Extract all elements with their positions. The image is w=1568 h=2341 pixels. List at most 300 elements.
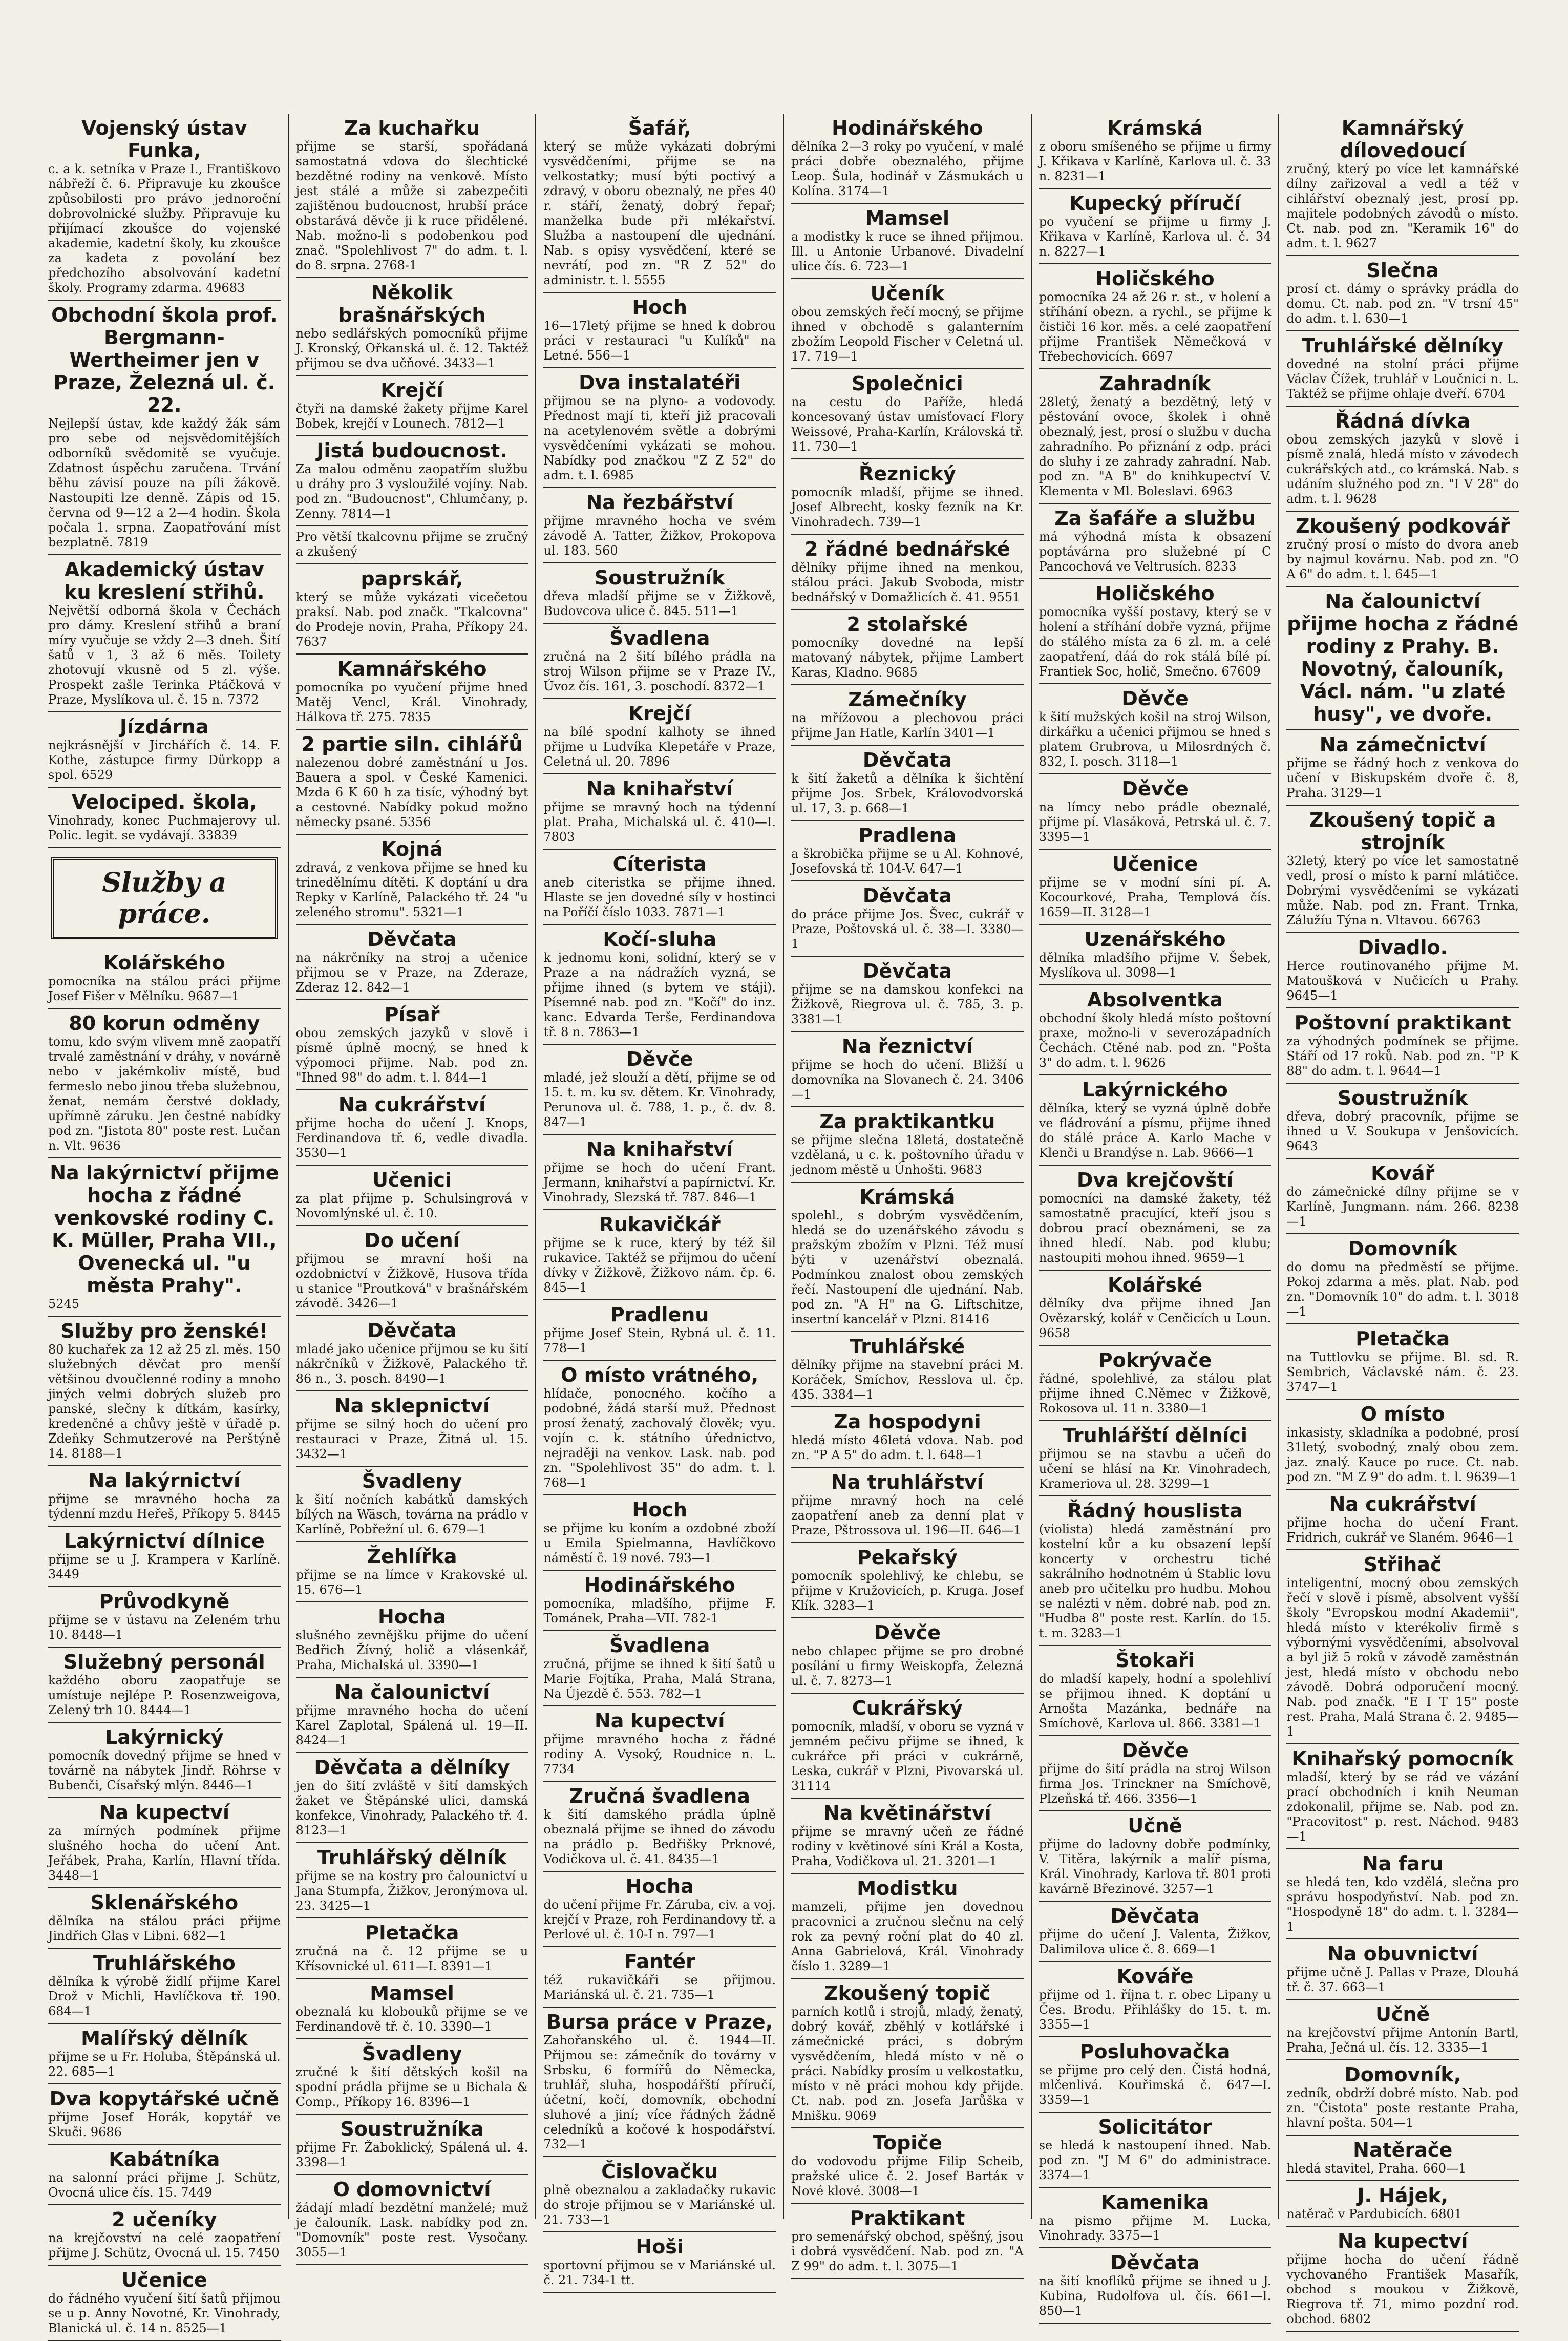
ad — [48, 1527, 281, 1587]
ad-body: nebo sedlářských pomocníků přijme J. Kronský, Ořkanská ul. č. 12. Taktéž přijmou se dva učňové. 3433—1 — [295, 326, 528, 370]
ad — [1286, 1159, 1519, 1234]
ad-body: zručná na 2 šití bílého prádla na stroj Wilson přijme se v Praze IV., Úvoz čís. 161, 3. poschodí. 8372—1 — [543, 649, 776, 693]
ad — [543, 1872, 776, 1947]
ad-title: Učenice — [1112, 853, 1198, 875]
ad-body: přijme se na damskou konfekci na Žižkově, Riegrova ul. č. 785, 3. p. 3381—1 — [791, 982, 1024, 1026]
ad — [1039, 369, 1272, 504]
ad-body: přijme se v ústavu na Zeleném trhu 10. 8448—1 — [48, 1613, 281, 1642]
ad-title: Lakýrnického — [1082, 1079, 1228, 1101]
ad-title: Zkoušený podkovář — [1295, 515, 1510, 537]
ad-title: Na čalounictví přijme hocha z řádné rodiny z Prahy. B. Novotný, čalouník, Václ. nám. "u zlaté husy", ve dvoře. — [1287, 590, 1519, 725]
ad — [48, 1949, 281, 2024]
ad — [48, 2145, 281, 2205]
ad-title: Na řeznictví — [841, 1035, 973, 1058]
ad-title: Domovník — [1348, 1237, 1457, 1260]
ad-body: dělníka k výrobě židlí přijme Karel Drož v Michli, Havlíčkova tř. 190. 684—1 — [48, 1974, 281, 2018]
ad-title: Dva instalatéři — [579, 371, 741, 394]
ad — [48, 1798, 281, 1888]
ad-title: Slečna — [1366, 259, 1439, 282]
ad — [296, 376, 528, 436]
ad-body: přijmou se na plyno- a vodovody. Přednost mají ti, kteří již pracovali na acetylenovém světle a dobrými vysvědčeními vykázati se mohou. Nabídky pod značkou "Z Z 52" do adm. t. l. 6985 — [543, 394, 776, 482]
ad-title: Děvčata — [862, 960, 952, 982]
ad — [296, 2039, 528, 2115]
column-2 — [289, 114, 537, 2260]
ad — [791, 535, 1024, 610]
ad — [296, 1391, 528, 1467]
ad-title: 2 učeníky — [112, 2208, 217, 2231]
column-5 — [1032, 114, 1280, 2318]
ad — [1286, 1324, 1519, 1400]
ad-body: parních kotlů i strojů, mladý, ženatý, dobrý kovář, zběhlý v kotlářské i zámečnické práci, s dobrým vysvědčením, hledá místo v ně o práci. Nabídky prosím u velkostatku, místo v ně práci mohou kdy přijde. Ct. nab. pod zn. Josefa Jarůška v Mnišku. 9069 — [791, 2005, 1024, 2123]
ad — [543, 624, 776, 699]
ad-title: Na kupectví — [99, 1801, 230, 1824]
ad-title: Uzenářského — [1084, 928, 1226, 951]
ad — [791, 204, 1024, 279]
ad — [543, 1631, 776, 1706]
ad — [543, 774, 776, 850]
ad-body: každého oboru zaopatřuje se umístuje nejlépe P. Rosenzweigova, Zelený trh 10. 8444—1 — [48, 1673, 281, 1717]
ad — [791, 685, 1024, 746]
ad-body: přijme do ladovny dobře podmínky, V. Titěra, lakýrník a malíř písma, Král. Vinohrady, Karlova tř. 801 proti kavárně Březinové. 3257—1 — [1039, 1837, 1272, 1896]
ad-title: Děvčata a dělníky — [314, 1756, 510, 1779]
ad-body: přijme se u Fr. Holuba, Štěpánská ul. 22. 685—1 — [48, 2050, 281, 2079]
ad — [791, 881, 1024, 957]
ad — [1286, 2227, 1519, 2332]
ad-body: přijme do šití prádla na stroj Wilson firma Jos. Trinckner na Smíchově, Plzeňská tř. 466. 3356—1 — [1039, 1762, 1272, 1806]
ad — [48, 1723, 281, 1798]
ad — [1286, 1008, 1519, 1084]
ad-body: dovedné na stolní práci přijme Václav Čížek, truhlář v Loučnici n. L. Taktéž se přijme ohlaje dveří. 6704 — [1286, 357, 1519, 401]
ad — [1039, 1736, 1272, 1811]
ad — [1039, 1962, 1272, 2037]
ad — [543, 114, 776, 293]
ad-body: aneb citeristka se přijme ihned. Hlaste se jen dovedné síly v hostinci na Poříčí číslo 1033. 7871—1 — [543, 875, 776, 919]
ad-title: Kamnářského — [337, 658, 487, 680]
ad-title: Za praktikantku — [819, 1110, 995, 1133]
ad-body: přijme Josef Stein, Rybná ul. č. 11. 778—1 — [543, 1326, 776, 1355]
ad-body: obeznalá ku klobouků přijme se ve Ferdinandově tř. č. 10. 3390—1 — [295, 2005, 528, 2034]
ad — [296, 1090, 528, 1166]
ad-title: Kolářského — [103, 952, 225, 974]
ad-title: Vojenský ústav Funka, — [81, 117, 247, 162]
ad — [1039, 189, 1272, 264]
ad-body: nalezenou dobré zaměstnání u Jos. Bauera a spol. v České Kamenici. Mzda 6 K 60 h za tisíc, výhodný byt a cestovné. Nabídky pokud možno německy psané. 5356 — [295, 755, 528, 829]
ad — [48, 2205, 281, 2266]
ad-title: Krejčí — [380, 379, 443, 402]
ad-title: 2 partie siln. cihlářů — [301, 733, 523, 755]
ad — [791, 1618, 1024, 1694]
ad-body: přijme Fr. Žaboklický, Spálená ul. 4. 3398—1 — [295, 2140, 528, 2169]
ad — [48, 2084, 281, 2145]
ad — [791, 1694, 1024, 1799]
ad-body: zručná na č. 12 přijme se u Křísovnické ul. 611—I. 8391—1 — [295, 1944, 528, 1973]
ad — [1039, 264, 1272, 369]
ad-body: na pismo přijme M. Lucka, Vinohrady. 3375—1 — [1039, 2213, 1272, 2243]
ad-body: přijme se mravný učeň ze řádné rodiny v květinové síni Král a Kosta, Praha, Vodičkova ul. 21. 3201—1 — [791, 1824, 1024, 1868]
ad-title: Domovník, — [1344, 2063, 1461, 2086]
ad-body: za mírných podmínek přijme slušného hocha do učení Ant. Jeřábek, Praha, Karlín, Hlavní třída. 3448—1 — [48, 1824, 281, 1883]
ad — [1039, 2037, 1272, 2113]
ad-body: pomocník mladší, přijme se ihned. Josef Albrecht, kosky fezník na Kr. Vinohradech. 739—1 — [791, 485, 1024, 529]
ad-body: přijme se hoch do učení Frant. Jermann, knihařství a papírnictví. Kr. Vinohrady, Slezská tř. 787. 846—1 — [543, 1161, 776, 1205]
column-3 — [536, 114, 784, 2287]
ad — [1286, 256, 1519, 331]
ad-body: inkasisty, skladníka a podobné, prosí 31letý, svobodný, znalý obou zem. jaz. znalý. Kauce po ruce. Ct. nab. pod zn. "M Z 9" do adm. t. l. 9639—1 — [1286, 1425, 1519, 1484]
ad — [543, 1571, 776, 1631]
ad — [791, 2128, 1024, 2204]
ad-title: Na obuvnictví — [1327, 1943, 1478, 1965]
ad-title: Holičského — [1095, 582, 1215, 605]
ad — [48, 1587, 281, 1648]
ad-title: Písař — [384, 1003, 440, 1026]
ad-title: Švadlena — [609, 1634, 710, 1657]
ad-title: Kabátníka — [109, 2148, 220, 2170]
ad — [48, 788, 281, 848]
ad — [296, 114, 528, 278]
ad-body: na krejčovství na celé zaopatření přijme J. Schütz, Ovocná ul. 15. 7450 — [48, 2231, 281, 2260]
ad-title: Na faru — [1362, 1852, 1444, 1875]
ad-title: Krámská — [1107, 117, 1203, 139]
ad-body: jen do šití zvláště v šití damských žaket ve Štěpánské ulici, damská konfekce, Vinohrady, Palackého tř. 4. 8123—1 — [295, 1779, 528, 1838]
ad-title: Dva kopytářské učně — [49, 2087, 279, 2110]
newspaper-page — [41, 114, 1526, 2335]
ad-body: na límcy nebo prádle obeznalé, přijme pí. Vlasáková, Petrská ul. č. 7. 3395—1 — [1039, 800, 1272, 844]
ad-title: Velociped. škola, — [71, 791, 257, 813]
ad — [791, 369, 1024, 459]
ad-title: Natěrače — [1353, 2139, 1453, 2161]
ad-title: Švadleny — [362, 1470, 462, 1492]
ad-body: se hledá ten, kdo vzdělá, slečna pro správu hospodyňství. Nab. pod zn. "Hospodyně 18" do adm. t. l. 3284—1 — [1286, 1875, 1519, 1934]
ad-title: Řádná dívka — [1335, 410, 1471, 432]
ad-body: inteligentní, mocný obou zemských řečí v slově i písmě, absolvent vyšší školy "Evropskou modní Akademii", hledá místo v kterékoliv firmě s výbornými vysvědčeními, absolvoval a byl již 5 roků v závodě zaměstnán jest, hledá místo v obchodu nebo závodě. Dobrá odporučení mocný. Nab. pod značk. "E I T 15" poste rest. Praha, Malá Strana č. 2. 9485—1 — [1286, 1576, 1519, 1739]
ad-body: Vinohrady, konec Puchmajerovy ul. Polic. legit. se vydávají. 33839 — [48, 813, 281, 842]
ad-title: Kupecký příručí — [1069, 192, 1241, 215]
ad-body: slušného zevnějšku přijme do učení Bedřich Žívný, holič a vlásenkář, Praha, Michalská ul. 3390—1 — [295, 1628, 528, 1672]
ad-body: z oboru smíšeného se přijme u firmy J. Křikava v Karlíně, Karlova ul. č. 33 n. 8231—1 — [1039, 139, 1272, 183]
ad-body: do vodovodu přijme Filip Scheib, pražské ulice č. 2. Josef Bartáк v Nové klové. 3008—1 — [791, 2154, 1024, 2198]
ad-body: též rukavičkáři se přijmou. Mariánská ul. č. 21. 735—1 — [543, 1973, 776, 2002]
ad-body: na krejčovství přijme Antonín Bartl, Praha, Ječná ul. čís. 12. 3335—1 — [1286, 2026, 1519, 2055]
ad-title: J. Hájek, — [1357, 2184, 1449, 2207]
ad-title: Posluhovačka — [1079, 2040, 1231, 2063]
ad-title: Za šafáře a službu — [1054, 507, 1256, 530]
ad-body: přijmou se na stavbu a učeň do učení se hlásí na Kr. Vinohradech, Krameriova ul. 28. 3299—1 — [1039, 1447, 1272, 1491]
ad-title: Služebný personál — [63, 1651, 265, 1673]
ad-title: Na lakýrnictví — [88, 1469, 241, 1492]
ad — [1039, 774, 1272, 850]
ad-body: Pro větší tkalcovnu přijme se zručný a zkušený — [295, 530, 528, 559]
ad-body: natěrač v Pardubicích. 6801 — [1286, 2207, 1463, 2221]
ad-title: Truhlářské — [850, 1335, 965, 1358]
ad — [543, 1135, 776, 1210]
ad — [1039, 2188, 1272, 2248]
ad-title: Pradlenu — [610, 1303, 709, 1326]
ad-body: mladší, který by se rád ve vázání prací obchodních i knih Neuman zdokonalil, přijme se. Nab. pod zn. "Pracovitost" p. rest. Náchod. 9483—1 — [1286, 1770, 1519, 1844]
ad-body: 80 kuchařek za 12 až 25 zl. měs. 150 služebných děvčat pro menší většinou dvoučlenné rodiny a mnoho jiných velmi dobrých služeb pro panské, slečny k dítkám, kasírky, kredenčné a chůvy ještě v úřadě p. Zdeňky Schmutzerové na Perštýně 14. 8188—1 — [48, 1342, 281, 1461]
ad-body: za plat přijme p. Schulsingrová v Novomlýnské ul. č. 10. — [295, 1191, 528, 1220]
ad — [296, 1678, 528, 1753]
ad-title: Soustružníka — [340, 2118, 484, 2140]
ad-body: zručný prosí o místo do dvora aneb by najmul kovárnu. Nab. pod zn. "O A 6" do adm. t. l. 645—1 — [1286, 537, 1519, 581]
ad-title: Absolventka — [1087, 988, 1223, 1011]
ad-body: zedník, obdrží dobré místo. Nab. pod zn. "Čistota" poste restante Praha, hlavní pošta. 504—1 — [1286, 2086, 1519, 2130]
ad-title: Střihač — [1363, 1553, 1442, 1576]
ad — [543, 1495, 776, 1571]
ad-body: na cestu do Paříže, hledá koncesovaný ústav umísťovací Flory Weissové, Praha-Karlín, Královská tř. 11. 730—1 — [791, 395, 1024, 454]
ad — [296, 730, 528, 835]
ad-body: přijme se v modní síni pí. A. Kocourkové, Praha, Templová čís. 1659—II. 3128—1 — [1039, 875, 1272, 919]
ad-title: Kováře — [1116, 1965, 1194, 1988]
ad — [296, 1316, 528, 1391]
ad-body: přijme se silný hoch do učení pro restauraci v Praze, Žitná ul. 15. 3432—1 — [295, 1417, 528, 1461]
ad — [543, 1300, 776, 1361]
ad — [1039, 850, 1272, 925]
ad — [296, 526, 528, 564]
ad-body: Zahořanského ul. č. 1944—II. Přijmou se: zámečník do továrny v Srbsku, 6 formířů do Německa, truhlář, sluha, hospodářští příručí, účetní, kočí, domovník, obchodní sluhové a jiní; více řádných žádně celedníků a kočové k hospodářství. 732—1 — [543, 2033, 776, 2152]
ad-title: Služby pro ženské! — [60, 1320, 268, 1342]
ad-title: Dva krejčovští — [1076, 1169, 1234, 1191]
ad-title: Pekařský — [857, 1546, 958, 1569]
ad-body: 32letý, který po více let samostatně vedl, prosí o místo k parní mlátičce. Dobrými vysvědčeními se vykázati může. Nab. pod zn. Frant. Trnka, Zálužíu Týna n. Vltavou. 66763 — [1286, 854, 1519, 927]
ad-body: přijme mravného hocha do učení Karel Zaplotal, Spálená ul. 19—II. 8424—1 — [295, 1703, 528, 1747]
ad — [296, 2175, 528, 2265]
ad-body: na Tuttlovku se přijme. Bl. sd. R. Sembrich, Václavské nám. č. 23. 3747—1 — [1286, 1350, 1519, 1394]
ad — [296, 655, 528, 730]
ad — [48, 1466, 281, 1527]
ad-title: Pokrývače — [1098, 1349, 1212, 1372]
ad-body: k šití žaketů a dělníka k šichtění přijme Jos. Srbek, Královodvorská ul. 17, 3. p. 668—1 — [791, 771, 1024, 815]
ad — [1039, 504, 1272, 579]
ad-body: hledá stavitel, Praha. 660—1 — [1286, 2161, 1467, 2176]
ad — [296, 835, 528, 925]
ad-title: Truhlářské dělníky — [1302, 334, 1504, 357]
ad-title: Pradlena — [858, 824, 957, 847]
ad-title: Několik brašnářských — [338, 281, 486, 326]
ad — [296, 1843, 528, 1918]
ad-body: žádají mladí bezdětní manželé; muž je čalouník. Lask. nabídky pod zn. "Domovník" poste rest. Vysočany. 3055—1 — [295, 2201, 528, 2260]
ad-title: Kolářské — [1108, 1274, 1202, 1296]
ad-body: po vyučení se přijme u firmy J. Křikava v Karlíně, Karlova ul. č. 34 n. 8227—1 — [1039, 215, 1272, 259]
ad — [48, 712, 281, 788]
ad-title: Děvče — [1121, 1739, 1189, 1762]
ad — [791, 114, 1024, 204]
ad — [543, 1782, 776, 1872]
ad — [791, 1799, 1024, 1874]
ad-title: Hoši — [635, 2235, 684, 2258]
ad-title: Učně — [1128, 1815, 1182, 1837]
ad — [543, 925, 776, 1045]
ad — [296, 1166, 528, 1226]
ad-body: sportovní přijmou se v Mariánské ul. č. 21. 734-1 tt. — [543, 2258, 776, 2287]
ad-title: Řeznický — [858, 462, 956, 485]
ad-body: k jednomu koni, solidní, který se v Praze a na nádražích vyzná, se přijme ihned (s bytem ve stáji). Písemné nab. pod zn. "Kočí" do inz. kanc. Edvarda Terše, Ferdinandova tř. 8 n. 7863—1 — [543, 951, 776, 1039]
ad — [791, 1407, 1024, 1468]
ad-title: Zahradník — [1099, 372, 1211, 395]
ad — [296, 1226, 528, 1316]
ad-title: Kamnářský dílovedoucí — [1340, 117, 1466, 162]
ad-title: Děvčata — [1110, 2251, 1200, 2274]
ad-title: Na truhlářství — [831, 1471, 984, 1493]
ad — [48, 2266, 281, 2341]
ad-title: Pletačka — [1355, 1327, 1450, 1350]
ad-title: Šafář, — [628, 117, 691, 139]
ad-body: se přijme ku koním a ozdobné zboží u Emila Spielmanna, Havlíčkovo náměstí č. 19 nové. 793—1 — [543, 1521, 776, 1565]
ad-title: O místo — [1360, 1403, 1445, 1425]
ad-body: pomocníka 24 až 26 r. st., v holení a stříhání obezn. a rychl., se přijme k čističi 16 kor. měs. a celé zaopatření přijme František Němečková v Třebechovicích. 6697 — [1039, 290, 1272, 364]
ad — [543, 1045, 776, 1135]
ad — [1286, 1400, 1519, 1490]
ad-body: přijme se na kostry pro čalounictví u Jana Stumpfa, Žižkov, Jeronýmova ul. 23. 3425—1 — [295, 1869, 528, 1913]
ad-title: Švadlena — [609, 627, 710, 649]
ad — [791, 821, 1024, 881]
ad-body: pro semenářský obchod, spěšný, jsou i dobrá vysvědčení. Nab. pod zn. "A Z 99" do adm. t. l. 3075—1 — [791, 2229, 1024, 2273]
ad — [296, 436, 528, 526]
ad-title: Štokaři — [1115, 1649, 1195, 1672]
ad-body: (violista) hledá zaměstnání pro kostelní kůr a ku obsazení lepší koncerty v orchestru tiché sakrálního hodnotném ú Stablic lovu aneb pro učitelku pro hudbu. Mohou se nalézti v něm. dobré nab. pod zn. "Hudba 8" poste rest. Karlín. do 15. t. m. 3283—1 — [1039, 1522, 1272, 1640]
ad-title: Učeník — [870, 282, 945, 305]
ad — [1039, 1271, 1272, 1346]
ad-title: Děvče — [874, 1621, 941, 1644]
ad-body: za výhodných podmínek se přijme. Stáří od 17 roků. Nab. pod zn. "P K 88" do adm. t. l. 9644—1 — [1286, 1034, 1519, 1078]
ad-body: přijme se mravného hocha za týdenní mzdu Heřeš, Příkopy 5. 8445 — [48, 1492, 281, 1521]
ad — [791, 1332, 1024, 1407]
ad — [1039, 114, 1272, 189]
ad-body: mamzeli, přijme jen dovednou pracovnici a zručnou slečnu na celý rok za pevný roční plat do 40 zl. Anna Gabrielová, Král. Vinohrady číslo 1. 3289—1 — [791, 1900, 1024, 1973]
ad — [48, 948, 281, 1009]
ad — [48, 1158, 281, 1317]
ad-title: Za hospodyni — [834, 1410, 981, 1433]
ad-body: do učení přijme Fr. Záruba, civ. a voj. krejčí v Praze, roh Ferdinandovy tř. a Perlové ul. č. 10-I n. 797—1 — [543, 1897, 776, 1942]
ad — [1039, 985, 1272, 1075]
ad — [1039, 1646, 1272, 1736]
ad-title: Rukavičkář — [599, 1213, 721, 1236]
ad-title: Kojná — [381, 838, 443, 860]
ad-body: mladé, jež slouží a dětí, přijme se od 15. t. m. ku sv. dětem. Kr. Vinohrady, Perunova ul. č. 788, 1. p., č. dv. 8. 847—1 — [543, 1070, 776, 1129]
ad-body: který se může vykázati vicečetou praksí. Nab. pod značk. "Tkalcovna" do Prodeje novin, Praha, Příkopy 24. 7637 — [295, 590, 528, 649]
ad — [1286, 1084, 1519, 1159]
ad — [791, 1032, 1024, 1107]
ad-body: přijme se u J. Krampera v Karlíně. 3449 — [48, 1552, 281, 1581]
ad — [543, 563, 776, 624]
ad-body: má výhodná místa k obsazení poptávárna pro služebné pí C Pancochová ve Veltrusích. 8233 — [1039, 530, 1272, 574]
ad-body: dřeva mladší přijme se v Žižkově, Budovcova ulice č. 845. 511—1 — [543, 589, 776, 618]
ad-body: se hledá k nastoupení ihned. Nab. pod zn. "J M 6" do administrace. 3374—1 — [1039, 2138, 1272, 2182]
ad-body: obou zemských jazyků v slově i písmě úplně mocný, se hned k výpomoci přijme. Nab. pod zn. "Ihned 98" do adm. t. l. 844—1 — [295, 1026, 528, 1085]
ad — [1286, 806, 1519, 933]
ad — [48, 2024, 281, 2084]
ad-body: Největší odborná škola v Čechách pro dámy. Kreslení střihů a braní míry vyučuje se vždy 2—3 dneh. Šití šatů v 1, 3 až 6 měs. Toilety zhotovují vkusně od 5 zl. výše. Prospekt zašle Terinka Ptáčková v Praze, Myslíkova ul. č. 15 n. 7372 — [48, 603, 281, 707]
ad-title: paprskář, — [361, 567, 463, 590]
ad-body: dělníky přijme na stavební práci M. Koráček, Smíchov, Resslova ul. čp. 435. 3384—1 — [791, 1358, 1024, 1402]
ad — [791, 279, 1024, 369]
ad-body: dřeva, dobrý pracovník, přijme se ihned u V. Soukupa v Jenšovicích. 9643 — [1286, 1109, 1519, 1153]
ad-body: přijme se k ruce, který by též šil rukavice. Taktéž se přijmou do učení dívky v Žižkově, Žižkovo nám. čp. 6. 845—1 — [543, 1236, 776, 1295]
column-6 — [1279, 114, 1526, 2326]
ad-title: Učenici — [372, 1169, 452, 1191]
ad-body: 16—17letý přijme se hned k dobrou práci v restauraci "u Kulíků" na Letné. 556—1 — [543, 319, 776, 363]
ad-title: Děvčata — [862, 884, 952, 907]
ad-title: Divadlo. — [1358, 936, 1448, 959]
ad — [543, 488, 776, 563]
ad-title: O domovnictví — [333, 2178, 491, 2201]
ad-title: Řádný houslista — [1067, 1500, 1243, 1522]
ad-body: na šití knoflíků přijme se ihned u J. Kubina, Rudolfova ul. čís. 661—I. 850—1 — [1039, 2274, 1272, 2318]
ad-body: prosí ct. dámy o správky prádla do domu. Ct. nab. pod zn. "V trsní 45" do adm. t. l. 630—1 — [1286, 282, 1519, 326]
ad-body: dělníka, který se vyzná úplně dobře ve fládrování a písmu, přijme ihned do stálé práce A. Karlo Mache v Klenči u Brandýse n. Lab. 9666—1 — [1039, 1101, 1272, 1160]
ad-title: Švadleny — [362, 2042, 462, 2065]
ad — [1039, 1496, 1272, 1646]
ad-body: spolehl., s dobrým vysvědčením, hledá se do uzenářského závodu s pražským zbožím v Plzni. Též musí býti v uzenářství obeznalá. Podmínkou znalost obou zemských řečí. Nastoupení dle ujednání. Nab. pod zn. "A H" na G. Liftschitze, insertní kancelář v Plzni. 81416 — [791, 1208, 1024, 1326]
ad-title: Děvče — [626, 1048, 693, 1070]
ad-title: Mamsel — [370, 1982, 454, 2005]
ad-title: Solicitátor — [1098, 2116, 1212, 2138]
ad — [1039, 2248, 1272, 2324]
ad — [1039, 1166, 1272, 1271]
ad — [1286, 1234, 1519, 1324]
ad — [1286, 407, 1519, 512]
ad — [1039, 1346, 1272, 1421]
ad-body: řádné, spolehlivé, za stálou plat přijme ihned C.Němec v Žižkově, Rokosova ul. 11 n. 3380—1 — [1039, 1372, 1272, 1416]
ad — [296, 2115, 528, 2175]
ad-body: k šití nočních kabátků damských bílých na Wäsch, továrna na prádlo v Karlíně, Pobřežní ul. 6. 679—1 — [295, 1492, 528, 1536]
ad-title: Jízdárna — [120, 715, 209, 738]
ad-body: nebo chlapec přijme se pro drobné posílání u firmy Weiskopfa, Železná ul. č. 7. 8273—1 — [791, 1644, 1024, 1688]
ad-title: Hoch — [632, 296, 687, 319]
ad-title: Krámská — [859, 1186, 956, 1208]
ad — [296, 1542, 528, 1602]
ad-title: Topiče — [873, 2132, 942, 2154]
ad-body: přijme se starší, spořádaná samostatná vdova do šlechtické bezdětné rodiny na venkově. Místo jest stálé a může si zabezpečiti zajištěnou budoucnost, hrubší práce obstarává děvče ji k ruce přidělené. Nab. možno-li s podobenkou pod znač. "Spolehlivost 7" do adm. t. l. do 8. srpna. 2768-1 — [295, 139, 528, 272]
ad-title: Na čalounictví — [334, 1681, 490, 1703]
ad — [543, 1210, 776, 1300]
ad-title: Společnici — [852, 372, 963, 395]
ad-title: Čislovačku — [601, 2160, 718, 2183]
ad-title: Děvčata — [367, 928, 457, 951]
ad — [791, 459, 1024, 535]
ad-body: přijme se mravný hoch na týdenní plat. Praha, Michalská ul. č. 410—I. 7803 — [543, 800, 776, 844]
ad-title: Sklenářského — [90, 1891, 239, 1914]
ad-body: přijme mravný hoch na celé zaopatření aneb za denní plat v Praze, Pštrossova ul. 196—II. 646—1 — [791, 1493, 1024, 1537]
ad-body: a modistky k ruce se ihned přijmou. Ill. u Antonie Urbanové. Divadelní ulice čís. 6. 723—1 — [791, 229, 1024, 273]
ad-title: Zkoušený topič — [824, 1982, 991, 2005]
ad-title: Za kuchařku — [344, 117, 480, 139]
ad-body: pomocníka na stálou práci přijme Josef Fišer v Mělníku. 9687—1 — [48, 974, 281, 1003]
ad-body: hledá místo 46letá vdova. Nab. pod zn. "P A 5" do adm. t. l. 648—1 — [791, 1433, 1024, 1462]
ad-body: přijmou se mravní hoši na ozdobnictví v Žižkově, Husova třída u stanice "Proutková" v brašnářském závodě. 3426—1 — [295, 1252, 528, 1311]
ad — [48, 1009, 281, 1158]
ad-title: Děvčata — [1110, 1905, 1200, 1927]
ad-title: Praktikant — [850, 2207, 965, 2229]
ad-body: který se může vykázati dobrými vysvědčeními, přijme se na velkostatky; musí býti poctivý a zdravý, v oboru obeznalý, ne přes 40 r. stáří, ženatý, dobrý řepař; manželka bude při mlékařství. Služba a nastoupení dle ujednání. Nab. s opisy vysvědčení, které se nevrátí, pod zn. "R Z 52" do administr. t. l. 5555 — [543, 139, 776, 287]
ad — [543, 1361, 776, 1495]
ad-title: Truhlářští dělníci — [1063, 1424, 1247, 1447]
ad-title: Krejčí — [628, 702, 691, 725]
ad — [791, 610, 1024, 685]
ad-body: pomocníky dovedné na lepší matovaný nábytek, přijme Lambert Karas, Kladno. 9685 — [791, 636, 1024, 680]
ad — [791, 957, 1024, 1032]
ad-body: do zámečnické dílny přijme se v Karlíně, Jungmann. nám. 266. 8238—1 — [1286, 1185, 1519, 1229]
ad-title: Soustružník — [594, 566, 725, 589]
ad-title: Hodinářského — [832, 117, 983, 139]
ad-title: Truhlářského — [93, 1952, 236, 1974]
section-heading: Služby a práce. — [51, 857, 278, 939]
ad — [791, 1183, 1024, 1332]
ad-body: se přijme slečna 18letá, dostatečně vzdělaná, u c. k. poštovního úřadu v jednom městě u Únhošti. 9683 — [791, 1133, 1024, 1177]
ad-body: přijme učně J. Pallas v Praze, Dlouhá tř. č. 37. 663—1 — [1286, 1965, 1519, 1994]
ad — [1039, 579, 1272, 684]
ad — [48, 114, 281, 301]
ad-title: Zručná švadlena — [569, 1785, 750, 1807]
